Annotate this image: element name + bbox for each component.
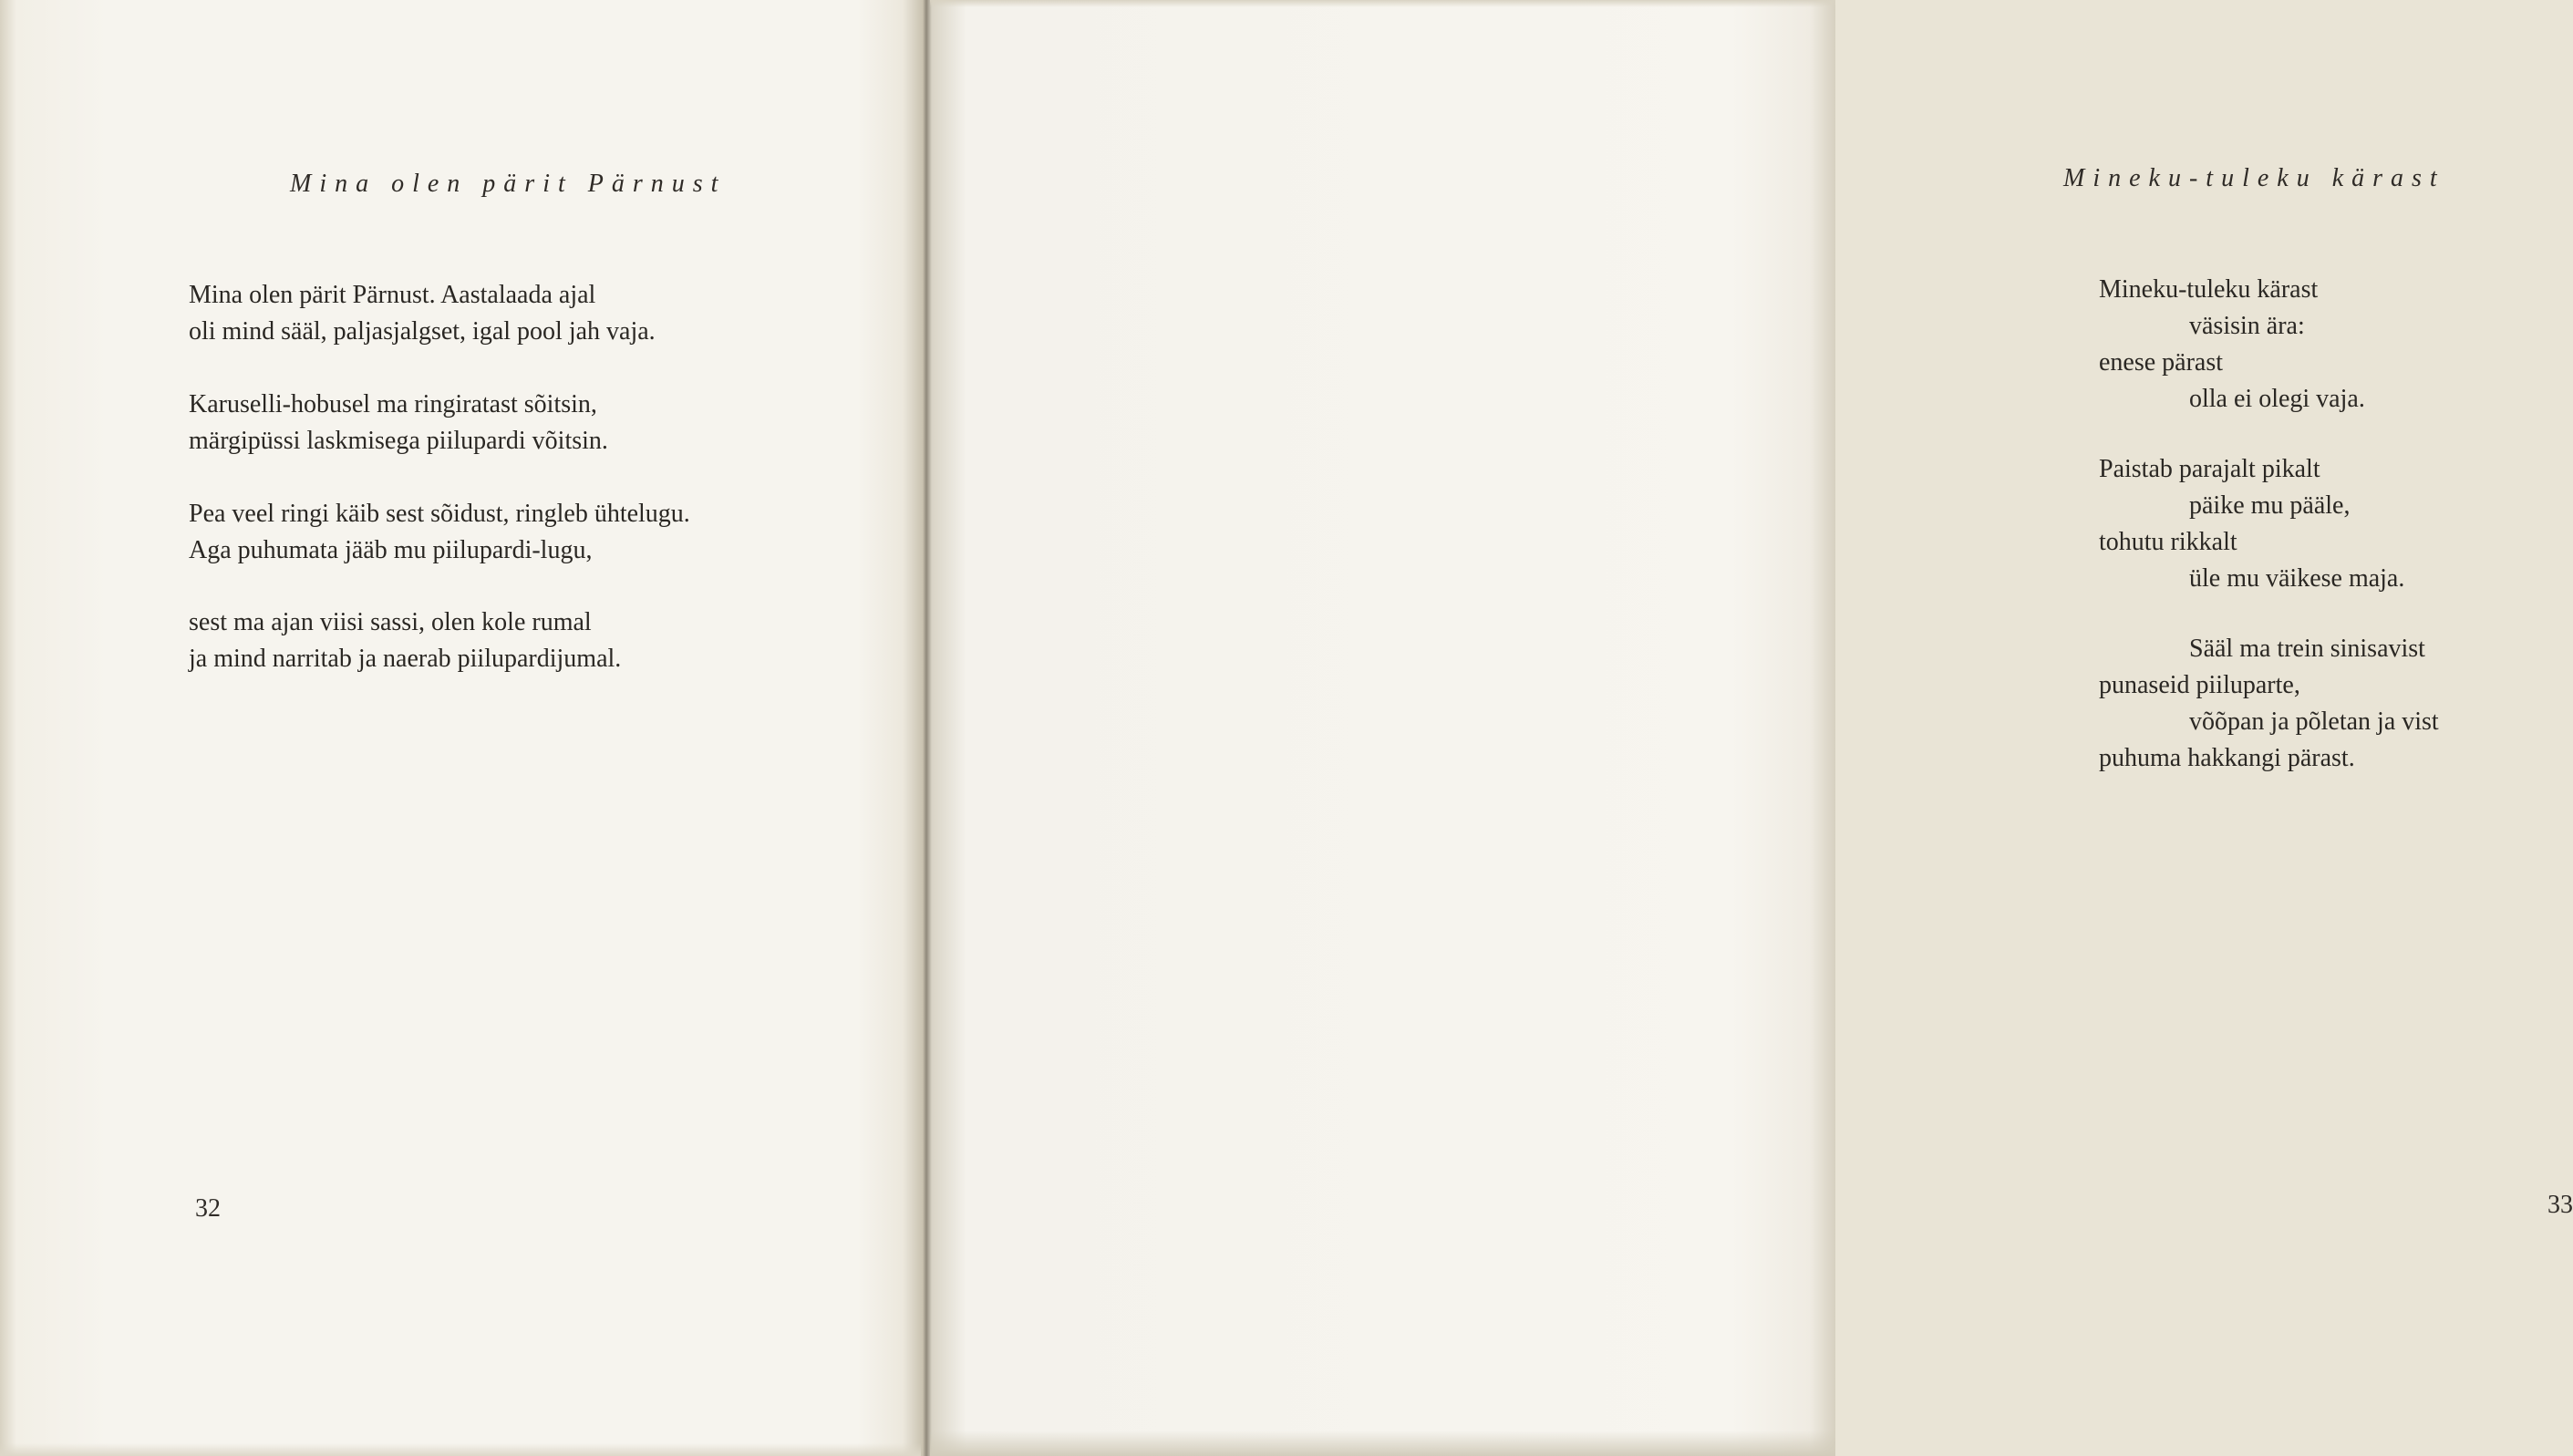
right-page-title: Mineku-tuleku kärast	[2063, 164, 2445, 192]
left-stanza-2	[189, 387, 608, 460]
poem-line: Mineku-tuleku kärast	[2099, 275, 2319, 304]
right-stanza-2	[2099, 451, 2404, 597]
left-page-title: Mina olen pärit Pärnust	[290, 170, 727, 198]
poem-line: Karuselli-hobusel ma ringiratast sõitsin,	[189, 390, 597, 418]
right-page	[927, 0, 2573, 1456]
poem-line: puhuma hakkangi pärast.	[2099, 744, 2355, 772]
right-stanza-3	[2099, 631, 2439, 777]
left-stanza-4	[189, 604, 621, 677]
left-stanza-1	[189, 277, 656, 350]
poem-line: sest ma ajan viisi sassi, olen kole rumal	[189, 608, 592, 636]
poem-line: Aga puhumata jääb mu piilupardi-lugu,	[189, 536, 593, 564]
poem-line: punaseid piiluparte,	[2099, 671, 2300, 699]
page-edge-shadow	[930, 0, 1835, 7]
poem-line: enese pärast	[2099, 348, 2224, 377]
poem-line: olla ei olegi vaja.	[2189, 385, 2365, 413]
poem-line: väsisin ära:	[2189, 312, 2305, 340]
left-stanza-3	[189, 496, 690, 569]
poem-line: märgipüssi laskmisega piilupardi võitsin.	[189, 427, 608, 455]
page-edge-shadow	[0, 1443, 921, 1456]
poem-line: ja mind narritab ja naerab piilupardijumal.	[189, 645, 622, 673]
left-page-number: 32	[195, 1194, 221, 1223]
poem-line: tohutu rikkalt	[2099, 528, 2237, 556]
poem-line: Mina olen pärit Pärnust. Aastalaada ajal	[189, 281, 596, 309]
page-edge-shadow	[930, 1430, 1835, 1456]
poem-line: võõpan ja põletan ja vist	[2189, 707, 2439, 736]
poem-line: Sääl ma trein sinisavist	[2189, 635, 2425, 663]
poem-line: oli mind sääl, paljasjalgset, igal pool jah vaja.	[189, 317, 656, 346]
poem-line: üle mu väikese maja.	[2189, 564, 2405, 593]
left-page	[0, 0, 925, 1456]
poem-line: Pea veel ringi käib sest sõidust, ringleb ühtelugu.	[189, 500, 690, 528]
right-stanza-1	[2099, 272, 2365, 418]
poem-line: Paistab parajalt pikalt	[2099, 455, 2320, 483]
right-page-number: 33	[2547, 1191, 2573, 1219]
poem-line: päike mu pääle,	[2189, 491, 2351, 520]
